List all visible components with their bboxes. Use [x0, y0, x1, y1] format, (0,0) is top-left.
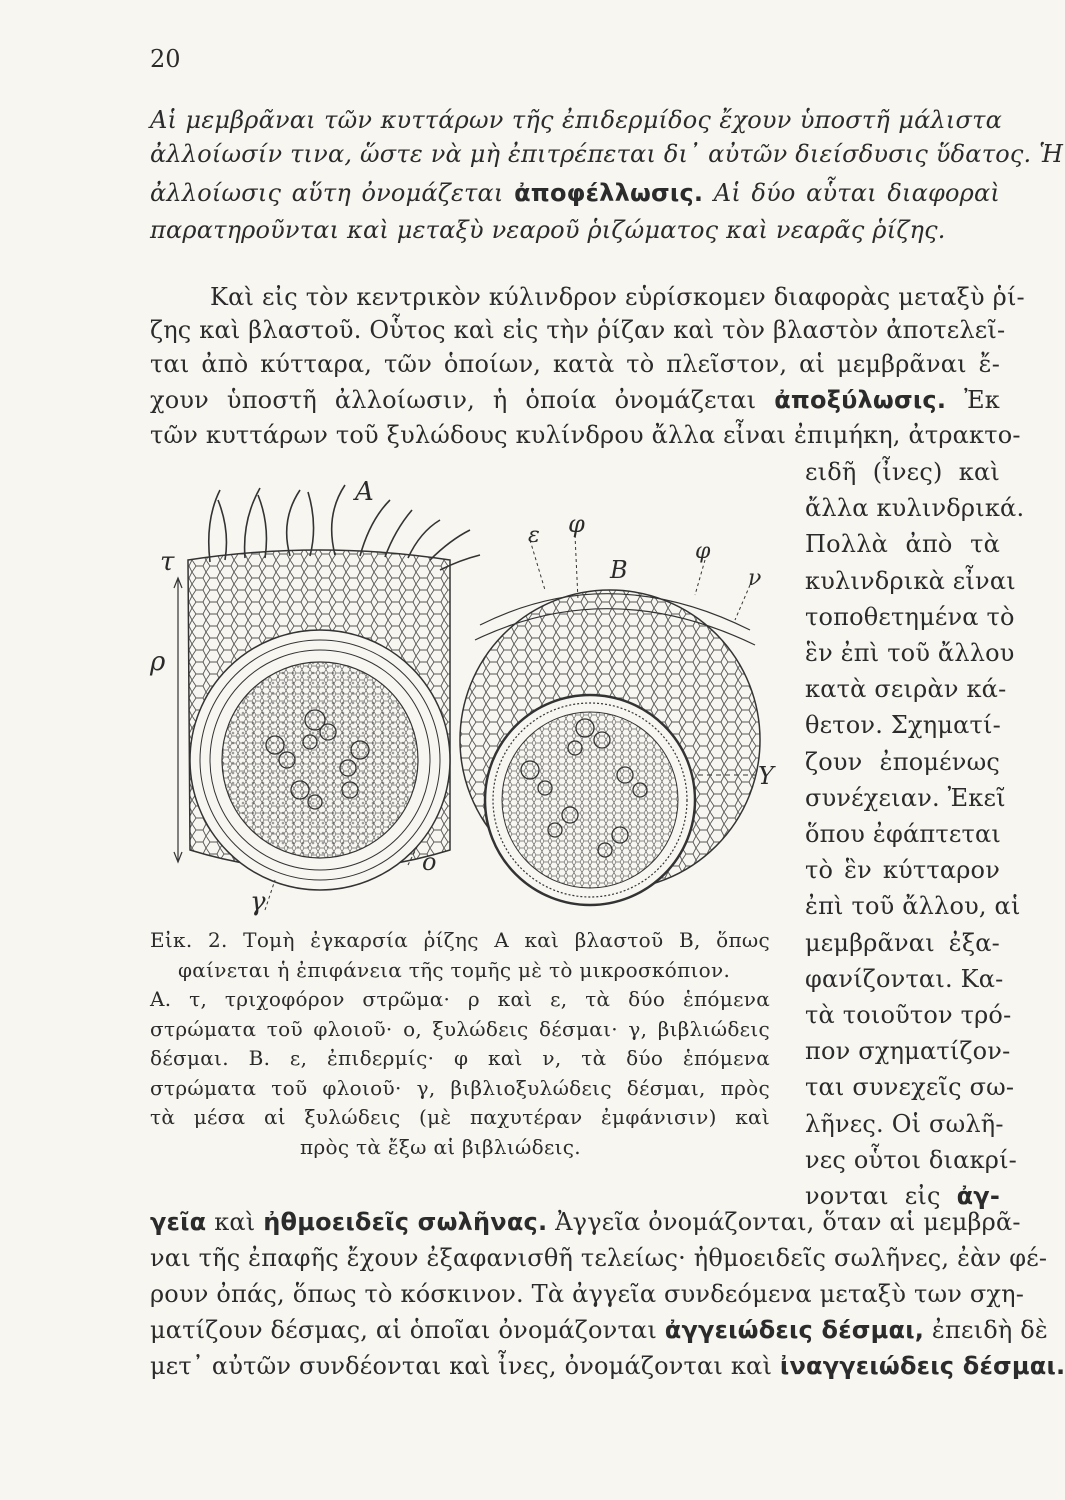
caption-title-line: Εἰκ. 2. Τομὴ ἐγκαρσία ῥίζης Α καὶ βλαστοῦ Β, ὅπως: [150, 928, 770, 952]
text-line: ναι τῆς ἐπαφῆς ἔχουν ἐξαφανισθῆ τελείως· ἠθμοειδεῖς σωλῆνες, ἐὰν φέ-: [150, 1244, 1048, 1272]
text-line: ρουν ὀπάς, ὅπως τὸ κόσκινον. Τὰ ἀγγεῖα συνδεόμενα μεταξὺ των σχη-: [150, 1280, 1025, 1308]
side-text-line: νες οὗτοι διακρί-: [805, 1145, 1017, 1174]
side-text-line: κατὰ σειρὰν κά-: [805, 675, 1007, 704]
label-phi-top: φ: [568, 510, 585, 538]
text-line: ται ἀπὸ κύτταρα, τῶν ὁποίων, κατὰ τὸ πλεῖστον, αἱ μεμβρᾶναι ἔ-: [150, 350, 1000, 378]
text-segment: ματίζουν δέσμας, αἱ ὁποῖαι ὀνομάζονται: [150, 1316, 657, 1344]
side-text-line: Πολλὰ ἀπὸ τὰ: [805, 530, 1000, 559]
side-text-line: ὅπου ἐφάπτεται: [805, 820, 1001, 848]
label-tau: τ: [160, 547, 175, 577]
text-line: Αἱ μεμβρᾶναι τῶν κυττάρων τῆς ἐπιδερμίδος ἔχουν ὑποστῆ μάλιστα: [150, 106, 1002, 134]
page-number: 20: [150, 45, 181, 73]
root-section-a: [174, 485, 480, 910]
side-text-line: ται συνεχεῖς σω-: [805, 1073, 1015, 1102]
text-line: Καὶ εἰς τὸν κεντρικὸν κύλινδρον εὑρίσκομεν διαφορὰς μεταξὺ ῥί-: [210, 283, 1025, 311]
term-aggeia-start: ἀγ-: [956, 1182, 1000, 1210]
term-inaggeiodeis: ἰναγγειώδεις δέσμαι.: [779, 1352, 1065, 1380]
side-text-line: τὸ ἓν κύτταρον: [805, 856, 1000, 885]
side-text-line: ἓν ἐπὶ τοῦ ἄλλου: [805, 639, 1015, 667]
caption-line: πρὸς τὰ ἔξω αἱ βιβλιώδεις.: [300, 1134, 581, 1159]
figure-cross-section: [150, 470, 790, 940]
text-line: παρατηροῦνται καὶ μεταξὺ νεαροῦ ῥιζώματος καὶ νεαρᾶς ῥίζης.: [150, 216, 946, 244]
caption-line: δέσμαι. Β. ε, ἐπιδερμίς· φ καὶ ν, τὰ δύο ἑπόμενα: [150, 1046, 770, 1070]
label-gamma-right: Υ: [758, 762, 774, 790]
side-text-line: κυλινδρικὰ εἶναι: [805, 566, 1016, 595]
text-segment: Ἐκ: [964, 386, 1000, 414]
text-line: [150, 179, 1000, 207]
caption-line: τὰ μέσα αἱ ξυλώδεις (μὲ παχυτέραν ἐμφάνισιν) καὶ: [150, 1105, 770, 1129]
side-text-line: φανίζονται. Κα-: [805, 964, 1004, 993]
text-line: ζης καὶ βλαστοῦ. Οὗτος καὶ εἰς τὴν ῥίζαν καὶ τὸν βλαστὸν ἀποτελεῖ-: [150, 316, 1006, 344]
label-gamma-left: γ: [250, 887, 266, 917]
text-line: [150, 1316, 1049, 1344]
term-aggeiodeis: ἀγγειώδεις δέσμαι,: [664, 1316, 925, 1344]
text-line: ἀλλοίωσίν τινα, ὥστε νὰ μὴ ἐπιτρέπεται δι᾽ αὐτῶν διείσδυσις ὕδατος. Ἡ: [150, 140, 1064, 168]
term-aggeia: γεῖα: [150, 1208, 207, 1236]
label-nu: ν: [748, 566, 762, 591]
label-epsilon: ε: [528, 523, 540, 548]
term-apofellosis: ἀποφέλλωσις.: [514, 179, 704, 207]
text-line: [150, 1352, 1065, 1380]
caption-line: Α. τ, τριχοφόρον στρῶμα· ρ καὶ ε, τὰ δύο ἑπόμενα: [150, 987, 770, 1011]
side-text-line: ἄλλα κυλινδρικά.: [805, 494, 1025, 523]
label-o: ο: [422, 848, 437, 876]
side-text-line: θετον. Σχηματί-: [805, 711, 1001, 740]
text-line: τῶν κυττάρων τοῦ ξυλώδους κυλίνδρου ἄλλα εἶναι ἐπιμήκη, ἀτρακτο-: [150, 421, 1021, 449]
term-apoxylosis: ἀποξύλωσις.: [774, 386, 947, 414]
side-text-line: πον σχηματίζον-: [805, 1037, 1011, 1066]
caption-line: στρώματα τοῦ φλοιοῦ· γ, βιβλιοξυλώδεις δέσμαι, πρὸς: [150, 1075, 770, 1100]
text-segment: Ἀγγεῖα ὀνομάζονται, ὅταν αἱ μεμβρᾶ-: [555, 1208, 1021, 1236]
text-segment: καὶ: [214, 1208, 256, 1236]
caption-line: φαίνεται ἡ ἐπιφάνεια τῆς τομῆς μὲ τὸ μικροσκόπιον.: [178, 957, 731, 982]
side-text-line: ἐπὶ τοῦ ἄλλου, αἱ: [805, 892, 1021, 921]
text-segment: ἐπειδὴ δὲ: [931, 1316, 1049, 1344]
text-segment: μετ᾽ αὐτῶν συνδέονται καὶ ἶνες, ὀνομάζονται καὶ: [150, 1352, 773, 1380]
label-rho: ρ: [150, 647, 166, 677]
side-text-line: ζουν ἐπομένως: [805, 747, 1000, 776]
text-segment: Αἱ δύο αὗται διαφοραὶ: [713, 179, 1000, 207]
side-text-line: [805, 1182, 1000, 1210]
side-text-line: τὰ τοιοῦτον τρό-: [805, 1001, 1012, 1029]
side-text-line: λῆνες. Οἱ σωλῆ-: [805, 1109, 1004, 1138]
text-segment: ἀλλοίωσις αὕτη ὀνομάζεται: [150, 179, 504, 207]
text-segment: νονται εἰς: [805, 1182, 941, 1210]
label-a: A: [355, 477, 374, 507]
stem-section-b: [460, 535, 760, 905]
side-text-line: ειδῆ (ἶνες) καὶ: [805, 458, 1000, 486]
side-text-line: μεμβρᾶναι ἐξα-: [805, 928, 1000, 957]
side-text-line: τοποθετημένα τὸ: [805, 602, 1015, 631]
caption-line: στρώματα τοῦ φλοιοῦ· ο, ξυλώδεις δέσμαι· γ, βιβλιώδεις: [150, 1016, 770, 1041]
text-line: [150, 386, 1000, 414]
text-segment: χουν ὑποστῆ ἀλλοίωσιν, ἡ ὁποία ὀνομάζεται: [150, 386, 757, 414]
label-b: B: [610, 556, 628, 584]
term-ithmoeideis: ἠθμοειδεῖς σωλῆνας.: [263, 1208, 548, 1236]
label-phi-right: φ: [695, 539, 711, 564]
side-text-line: συνέχειαν. Ἐκεῖ: [805, 783, 1006, 812]
text-line: [150, 1208, 1021, 1236]
